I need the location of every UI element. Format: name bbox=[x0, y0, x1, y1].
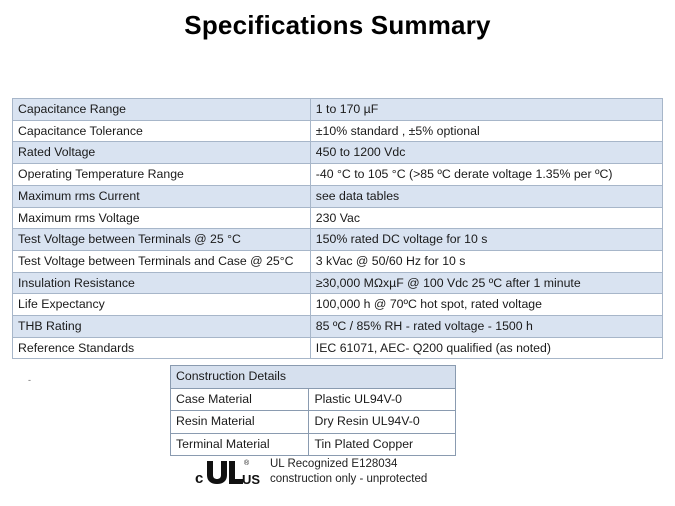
spec-value: ±10% standard , ±5% optional bbox=[310, 120, 662, 142]
table-row bbox=[13, 142, 663, 164]
table-row bbox=[13, 272, 663, 294]
ul-logo-c: c bbox=[195, 470, 204, 487]
table-row bbox=[13, 164, 663, 186]
construction-header-row bbox=[171, 366, 456, 389]
spec-value: IEC 61071, AEC- Q200 qualified (as noted) bbox=[310, 337, 662, 359]
table-row bbox=[171, 411, 456, 434]
spec-label: Capacitance Tolerance bbox=[13, 120, 311, 142]
table-row bbox=[13, 99, 663, 121]
spec-value: 85 ºC / 85% RH - rated voltage - 1500 h bbox=[310, 316, 662, 338]
spec-value: 3 kVac @ 50/60 Hz for 10 s bbox=[310, 250, 662, 272]
spec-label: Test Voltage between Terminals @ 25 °C bbox=[13, 229, 311, 251]
spec-value: see data tables bbox=[310, 185, 662, 207]
spec-label: Maximum rms Current bbox=[13, 185, 311, 207]
ul-logo-us: US bbox=[242, 472, 261, 487]
construction-label: Resin Material bbox=[171, 411, 309, 434]
spec-value: -40 °C to 105 °C (>85 ºC derate voltage 1.35% per ºC) bbox=[310, 164, 662, 186]
spec-value: 230 Vac bbox=[310, 207, 662, 229]
spec-label: Test Voltage between Terminals and Case @ 25°C bbox=[13, 250, 311, 272]
table-row bbox=[13, 185, 663, 207]
spec-value: 100,000 h @ 70ºC hot spot, rated voltage bbox=[310, 294, 662, 316]
spec-label: Insulation Resistance bbox=[13, 272, 311, 294]
construction-value: Dry Resin UL94V-0 bbox=[309, 411, 456, 434]
table-row bbox=[13, 294, 663, 316]
page-title: Specifications Summary bbox=[184, 10, 491, 40]
table-row bbox=[13, 316, 663, 338]
spec-value: 450 to 1200 Vdc bbox=[310, 142, 662, 164]
spec-label: Life Expectancy bbox=[13, 294, 311, 316]
certification-text bbox=[270, 457, 427, 487]
certification-line-1: UL Recognized E128034 bbox=[270, 458, 398, 470]
certification-line-2: construction only - unprotected bbox=[270, 473, 428, 485]
spec-label: Capacitance Range bbox=[13, 99, 311, 121]
table-row bbox=[13, 229, 663, 251]
spec-value: ≥30,000 MΩxµF @ 100 Vdc 25 ºC after 1 minute bbox=[310, 272, 662, 294]
small-mark: - bbox=[28, 375, 31, 385]
construction-label: Case Material bbox=[171, 388, 309, 411]
construction-value: Tin Plated Copper bbox=[309, 433, 456, 456]
table-row bbox=[13, 120, 663, 142]
specifications-table bbox=[12, 98, 663, 359]
ul-logo-registered: ® bbox=[244, 460, 250, 467]
spec-label: Maximum rms Voltage bbox=[13, 207, 311, 229]
spec-label: Reference Standards bbox=[13, 337, 311, 359]
ul-recognized-logo bbox=[194, 456, 264, 488]
spec-label: THB Rating bbox=[13, 316, 311, 338]
table-row bbox=[13, 250, 663, 272]
table-row bbox=[171, 388, 456, 411]
table-row bbox=[13, 207, 663, 229]
spec-value: 1 to 170 µF bbox=[310, 99, 662, 121]
table-row bbox=[171, 433, 456, 456]
spec-label: Rated Voltage bbox=[13, 142, 311, 164]
construction-label: Terminal Material bbox=[171, 433, 309, 456]
table-row bbox=[13, 337, 663, 359]
spec-value: 150% rated DC voltage for 10 s bbox=[310, 229, 662, 251]
construction-details-table bbox=[170, 365, 456, 456]
ul-mark-icon bbox=[207, 461, 243, 484]
construction-header: Construction Details bbox=[171, 366, 456, 389]
spec-label: Operating Temperature Range bbox=[13, 164, 311, 186]
construction-value: Plastic UL94V-0 bbox=[309, 388, 456, 411]
